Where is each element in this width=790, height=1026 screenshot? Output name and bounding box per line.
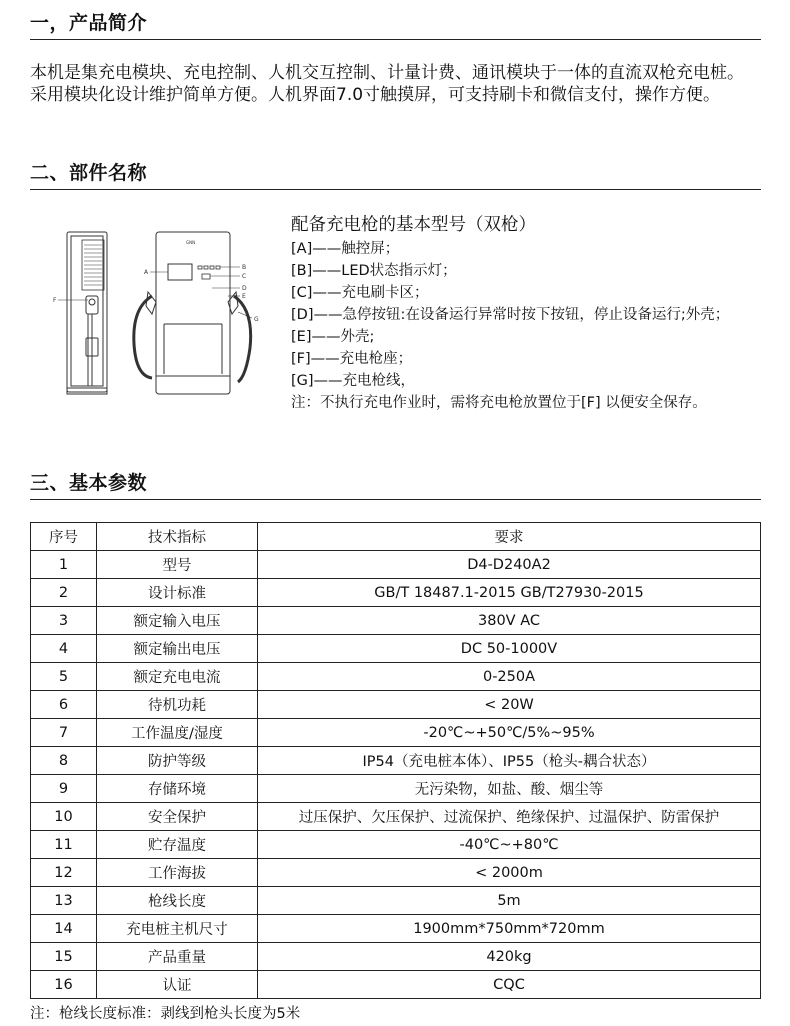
footnote: 注：枪线长度标准：剥线到枪头长度为5米 — [30, 1006, 301, 1022]
row-requirement-cell: 无污染物，如盐、酸、烟尘等 — [258, 775, 761, 803]
row-no-cell: 13 — [31, 887, 97, 915]
row-item-cell: 额定输入电压 — [97, 607, 258, 635]
header-item: 技术指标 — [97, 523, 258, 551]
table-row — [31, 915, 761, 943]
part-item-d: [D]——急停按钮:在设备运行异常时按下按钮，停止设备运行;外壳； — [291, 307, 730, 323]
table-row — [31, 747, 761, 775]
label-d: D — [242, 285, 247, 292]
table-row — [31, 663, 761, 691]
row-item-cell: 贮存温度 — [97, 831, 258, 859]
section-title-intro: 一，产品简介 — [30, 8, 761, 40]
intro-paragraph-2: 采用模块化设计维护简单方便。人机界面7.0寸触摸屏，可支持刷卡和微信支付，操作方便。 — [30, 85, 721, 105]
row-no-cell: 6 — [31, 691, 97, 719]
row-requirement-cell: -20℃~+50℃/5%~95% — [258, 719, 761, 747]
charger-line-drawing — [52, 226, 277, 401]
part-item-b: [B]——LED状态指示灯； — [291, 263, 457, 279]
svg-text:GNN: GNN — [186, 240, 196, 245]
header-requirement: 要求 — [258, 523, 761, 551]
row-item-cell: 工作温度/湿度 — [97, 719, 258, 747]
row-no-cell: 15 — [31, 943, 97, 971]
parts-heading: 配备充电枪的基本型号（双枪） — [291, 215, 536, 235]
front-view — [156, 232, 230, 394]
intro-paragraph-1: 本机是集充电模块、充电控制、人机交互控制、计量计费、通讯模块于一体的直流双枪充电桩。 — [30, 63, 744, 83]
row-no-cell: 8 — [31, 747, 97, 775]
section-title-parts: 二、部件名称 — [30, 158, 761, 190]
row-no-cell: 5 — [31, 663, 97, 691]
row-requirement-cell: IP54（充电桩本体）、IP55（枪头-耦合状态） — [258, 747, 761, 775]
table-row — [31, 775, 761, 803]
part-item-e: [E]——外壳; — [291, 329, 375, 345]
table-row — [31, 551, 761, 579]
row-item-cell: 存储环境 — [97, 775, 258, 803]
label-g: G — [254, 316, 259, 323]
charger-diagram — [52, 226, 277, 401]
table-header-row — [31, 523, 761, 551]
row-item-cell: 额定充电电流 — [97, 663, 258, 691]
left-cable — [134, 296, 152, 378]
table-body — [31, 551, 761, 999]
table-row — [31, 579, 761, 607]
parts-list — [291, 212, 781, 414]
row-requirement-cell: 0-250A — [258, 663, 761, 691]
header-no: 序号 — [31, 523, 97, 551]
row-requirement-cell: 380V AC — [258, 607, 761, 635]
table-row — [31, 971, 761, 999]
table-row — [31, 859, 761, 887]
part-item-c: [C]——充电刷卡区； — [291, 285, 429, 301]
label-f: F — [53, 297, 57, 304]
row-requirement-cell: < 20W — [258, 691, 761, 719]
label-e: E — [242, 293, 246, 300]
row-item-cell: 充电桩主机尺寸 — [97, 915, 258, 943]
row-item-cell: 枪线长度 — [97, 887, 258, 915]
parts-note: 注：不执行充电作业时，需将充电枪放置位于[F] 以便安全保存。 — [291, 395, 707, 411]
row-requirement-cell: CQC — [258, 971, 761, 999]
row-no-cell: 4 — [31, 635, 97, 663]
table-row — [31, 635, 761, 663]
side-view — [67, 232, 107, 394]
row-no-cell: 3 — [31, 607, 97, 635]
row-item-cell: 型号 — [97, 551, 258, 579]
spec-table — [30, 522, 761, 999]
row-item-cell: 工作海拔 — [97, 859, 258, 887]
row-requirement-cell: DC 50-1000V — [258, 635, 761, 663]
part-item-f: [F]——充电枪座； — [291, 351, 413, 367]
row-no-cell: 10 — [31, 803, 97, 831]
table-row — [31, 607, 761, 635]
row-requirement-cell: 5m — [258, 887, 761, 915]
section-title-params: 三、基本参数 — [30, 468, 761, 500]
row-no-cell: 7 — [31, 719, 97, 747]
row-no-cell: 1 — [31, 551, 97, 579]
right-cable — [234, 296, 251, 382]
part-item-a: [A]——触控屏； — [291, 241, 400, 257]
table-row — [31, 719, 761, 747]
table-row — [31, 691, 761, 719]
row-no-cell: 14 — [31, 915, 97, 943]
intro-text — [30, 62, 765, 106]
row-no-cell: 9 — [31, 775, 97, 803]
row-item-cell: 待机功耗 — [97, 691, 258, 719]
table-row — [31, 803, 761, 831]
label-b: B — [242, 264, 247, 271]
table-row — [31, 831, 761, 859]
row-requirement-cell: < 2000m — [258, 859, 761, 887]
row-requirement-cell: -40℃~+80℃ — [258, 831, 761, 859]
row-item-cell: 认证 — [97, 971, 258, 999]
row-item-cell: 防护等级 — [97, 747, 258, 775]
row-item-cell: 产品重量 — [97, 943, 258, 971]
table-row — [31, 943, 761, 971]
row-no-cell: 12 — [31, 859, 97, 887]
row-no-cell: 16 — [31, 971, 97, 999]
table-row — [31, 887, 761, 915]
part-item-g: [G]——充电枪线， — [291, 373, 416, 389]
row-item-cell: 额定输出电压 — [97, 635, 258, 663]
row-no-cell: 11 — [31, 831, 97, 859]
row-requirement-cell: 1900mm*750mm*720mm — [258, 915, 761, 943]
row-requirement-cell: 过压保护、欠压保护、过流保护、绝缘保护、过温保护、防雷保护 — [258, 803, 761, 831]
row-requirement-cell: 420kg — [258, 943, 761, 971]
label-a: A — [144, 269, 149, 276]
row-item-cell: 安全保护 — [97, 803, 258, 831]
row-item-cell: 设计标准 — [97, 579, 258, 607]
row-requirement-cell: GB/T 18487.1-2015 GB/T27930-2015 — [258, 579, 761, 607]
left-gun — [146, 292, 156, 314]
label-c: C — [242, 273, 247, 280]
row-no-cell: 2 — [31, 579, 97, 607]
row-requirement-cell: D4-D240A2 — [258, 551, 761, 579]
